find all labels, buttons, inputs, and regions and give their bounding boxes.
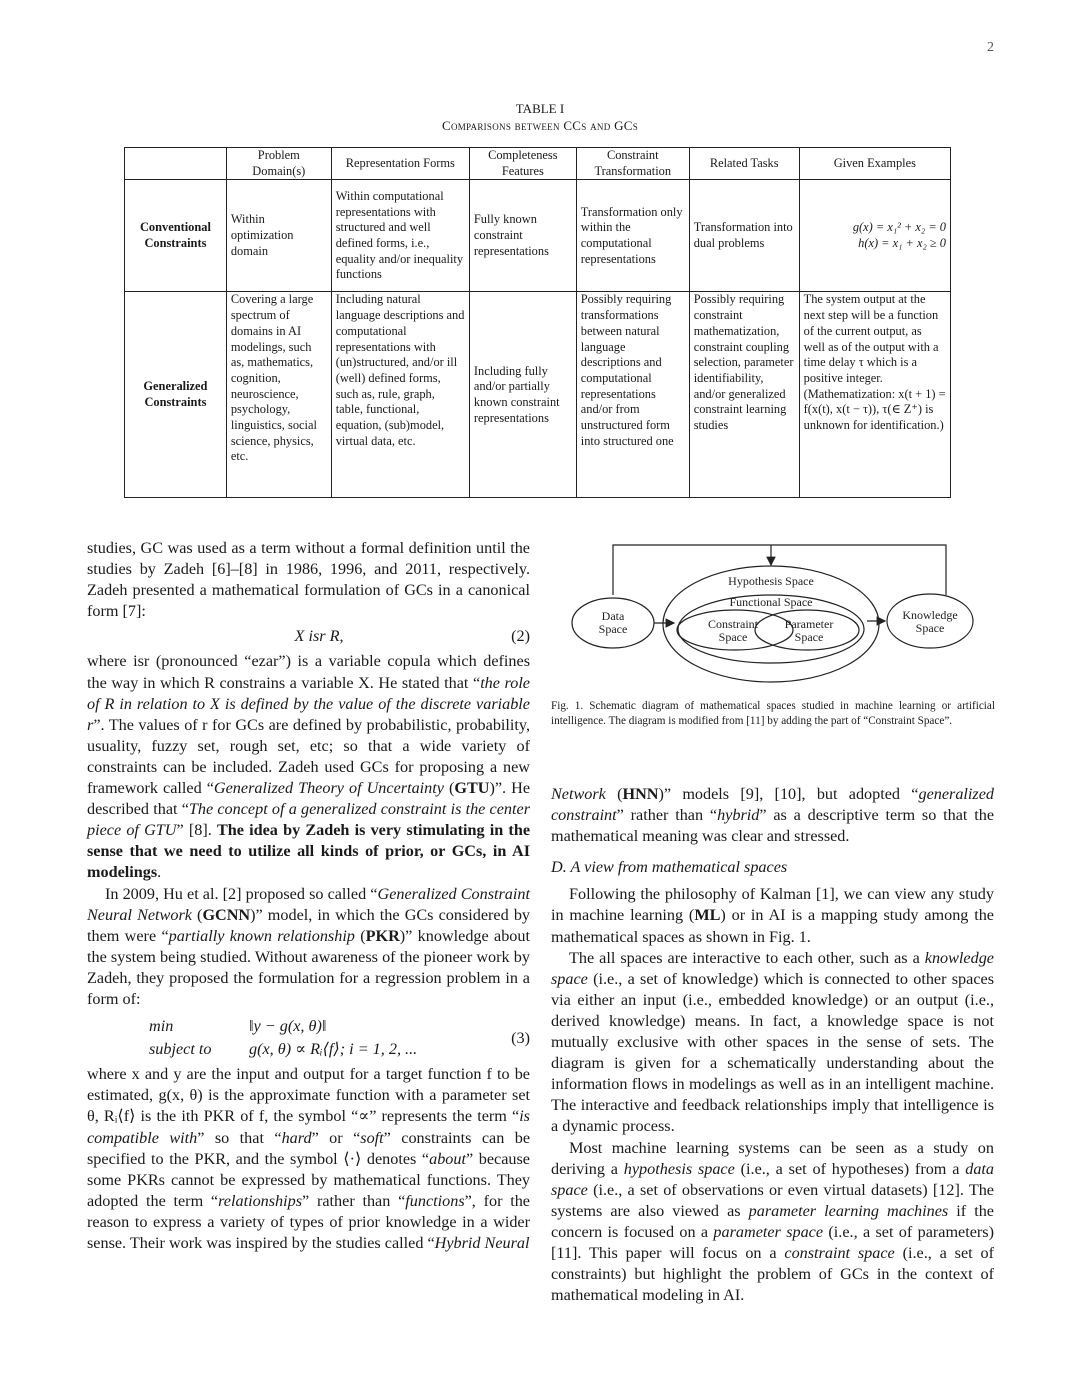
table-cell: Including natural language descriptions and computational representations with (un)structured, and/or ill (well) defined forms, such as, rule, graph, table, functional, equation, (sub)model, virtual data, etc. — [331, 292, 469, 498]
table-row — [125, 180, 951, 292]
table-header-row — [125, 148, 951, 180]
paragraph: where isr (pronounced “ezar”) is a variable copula which defines the way in which R constrains a variable X. He stated that “the role of R in relation to X is defined by the value of the discrete variable r”. The values of r for GCs are defined by probabilistic, probability, usuality, fuzzy set, rough set, etc; so that a wide variety of constraints can be included. Zadeh used GCs for proposing a new framework called “Generalized Theory of Uncertainty (GTU)”. He described that “The concept of a generalized constraint is the center piece of GTU” [8]. The idea by Zadeh is very stimulating in the sense that we need to utilize all kinds of prior, or GCs, in AI modelings. — [87, 652, 531, 882]
table-cell: Transformation only within the computational representations — [576, 180, 689, 292]
table-header: Constraint Transformation — [576, 148, 689, 180]
equation-body: X isr R, — [294, 627, 344, 646]
table-caption — [0, 100, 1080, 134]
table-header: Completeness Features — [469, 148, 576, 180]
table-cell: Transformation into dual problems — [689, 180, 799, 292]
equation-number: (2) — [511, 627, 530, 646]
table-cell: Within computational representations with structured and well defined forms, i.e., equality and/or inequality functions — [331, 180, 469, 292]
svg-text:Space: Space — [718, 630, 748, 644]
section-heading: D. A view from mathematical spaces — [551, 858, 788, 877]
spaces-diagram — [563, 533, 1003, 688]
paragraph: In 2009, Hu et al. [2] proposed so called “Generalized Constraint Neural Network (GCNN)” model, in which the GCs considered by them were “partially known relationship (PKR)” knowledge about the system being studied. Without awareness of the pioneer work by Zadeh, they proposed the formulation for a regression problem in a form of: — [87, 884, 531, 1008]
row-label: Conventional Constraints — [125, 180, 227, 292]
table-cell: Possibly requiring constraint mathematization, constraint coupling selection, parameter identifiability, and/or generalized constraint learning studies — [689, 292, 799, 498]
hypothesis-space-label: Hypothesis Space — [728, 574, 814, 588]
table-label: TABLE I — [515, 101, 565, 116]
example-equation: h(x) = x₁ + x₂ ≥ 0 — [858, 235, 946, 250]
knowledge-space-label: Knowledge — [902, 608, 958, 622]
equation-3: min ‖y − g(x, θ)‖ subject to g(x, θ) ∝ Rᵢ⟨f⟩; i = 1, 2, ... (3) — [149, 1017, 530, 1059]
left-column — [87, 538, 530, 1254]
table-header: Representation Forms — [331, 148, 469, 180]
right-column — [551, 784, 994, 1306]
table-cell: Including fully and/or partially known constraint representations — [469, 292, 576, 498]
paragraph: where x and y are the input and output for a target function f to be estimated, g(x, θ) is the approximate function with a parameter set θ, Rᵢ⟨f⟩ is the ith PKR of f, the symbol “∝” represents the term “is compatible with” so that “hard” or “soft” constraints can be specified to the PKR, and the symbol ⟨·⟩ denotes “about” because some PKRs cannot be expressed by mathematical functions. They adopted the term “relationships” rather than “functions”, for the reason to express a variety of types of prior knowledge in a wider sense. Their work was inspired by the studies called “Hybrid Neural — [87, 1065, 531, 1252]
table-cell: Covering a large spectrum of domains in AI modelings, such as, mathematics, cognition, neuroscience, psychology, linguistics, social science, physics, etc. — [226, 292, 331, 498]
equation-2 — [87, 626, 530, 647]
table-header — [125, 148, 227, 180]
equation-number: (3) — [511, 1028, 530, 1047]
table-cell — [799, 180, 950, 292]
table-header: Problem Domain(s) — [226, 148, 331, 180]
table-title: Comparisons between CCs and GCs — [441, 118, 639, 133]
example-equation: g(x) = x₁² + x₂ = 0 — [852, 220, 946, 235]
comparison-table — [124, 147, 951, 498]
svg-text:Space: Space — [915, 621, 945, 635]
table-cell: Within optimization domain — [226, 180, 331, 292]
constraint-space-label: Constraint — [708, 617, 758, 631]
row-label: Generalized Constraints — [125, 292, 227, 498]
table-cell: Possibly requiring transformations between natural language descriptions and computational representations and/or from unstructured form into structured one — [576, 292, 689, 498]
paragraph: The all spaces are interactive to each other, such as a knowledge space (i.e., a set of knowledge) which is connected to other spaces via either an input (i.e., embedded knowledge) or an output (i.e., derived knowledge) means. In fact, a knowledge space is not mutually exclusive with other spaces in the sense of sets. The diagram is given for a schematically understanding about the information flows in modelings as well as in an intelligent machine. The interactive and feedback relationships imply that intelligence is a dynamic process. — [551, 948, 994, 1136]
table-header: Related Tasks — [689, 148, 799, 180]
svg-text:Space: Space — [598, 622, 628, 636]
parameter-space-label: Parameter — [784, 617, 834, 631]
paragraph: Most machine learning systems can be seen as a study on deriving a hypothesis space (i.e., a set of hypotheses) from a data space (i.e., a set of observations or even virtual datasets) [12]. The systems are also viewed as parameter learning machines if the concern is focused on a parameter space (i.e., a set of parameters) [11]. This paper will focus on a constraint space (i.e., a set of constraints) but highlight the problem of GCs in the context of mathematical modeling in AI. — [551, 1138, 995, 1305]
page-number: 2 — [987, 40, 994, 55]
data-space-label: Data — [601, 609, 625, 623]
svg-text:Space: Space — [794, 630, 824, 644]
figure-caption: Fig. 1. Schematic diagram of mathematical spaces studied in machine learning or artificial intelligence. The diagram is modified from [11] by adding the part of “Constraint Space”. — [551, 700, 995, 727]
table-header: Given Examples — [799, 148, 950, 180]
functional-space-label: Functional Space — [729, 595, 813, 609]
table-cell: The system output at the next step will be a function of the current output, as well as of the output with a time delay τ which is a positive integer. (Mathematization: x(t + 1) = f(x(t), x(t − τ)), τ(∈ Z⁺) is unknown for identification.) — [799, 292, 950, 498]
table-cell: Fully known constraint representations — [469, 180, 576, 292]
paragraph: studies, GC was used as a term without a formal definition until the studies by Zadeh [6]–[8] in 1986, 1996, and 2011, respectively. Zadeh presented a mathematical formulation of GCs in a canonical form [7]: — [87, 539, 530, 621]
paragraph: Following the philosophy of Kalman [1], we can view any study in machine learning (ML) or in AI is a mapping study among the mathematical spaces as shown in Fig. 1. — [551, 885, 994, 946]
table-row — [125, 292, 951, 498]
paragraph: Network (HNN)” models [9], [10], but adopted “generalized constraint” rather than “hybrid” as a descriptive term so that the mathematical meaning was clear and stressed. — [551, 785, 994, 846]
